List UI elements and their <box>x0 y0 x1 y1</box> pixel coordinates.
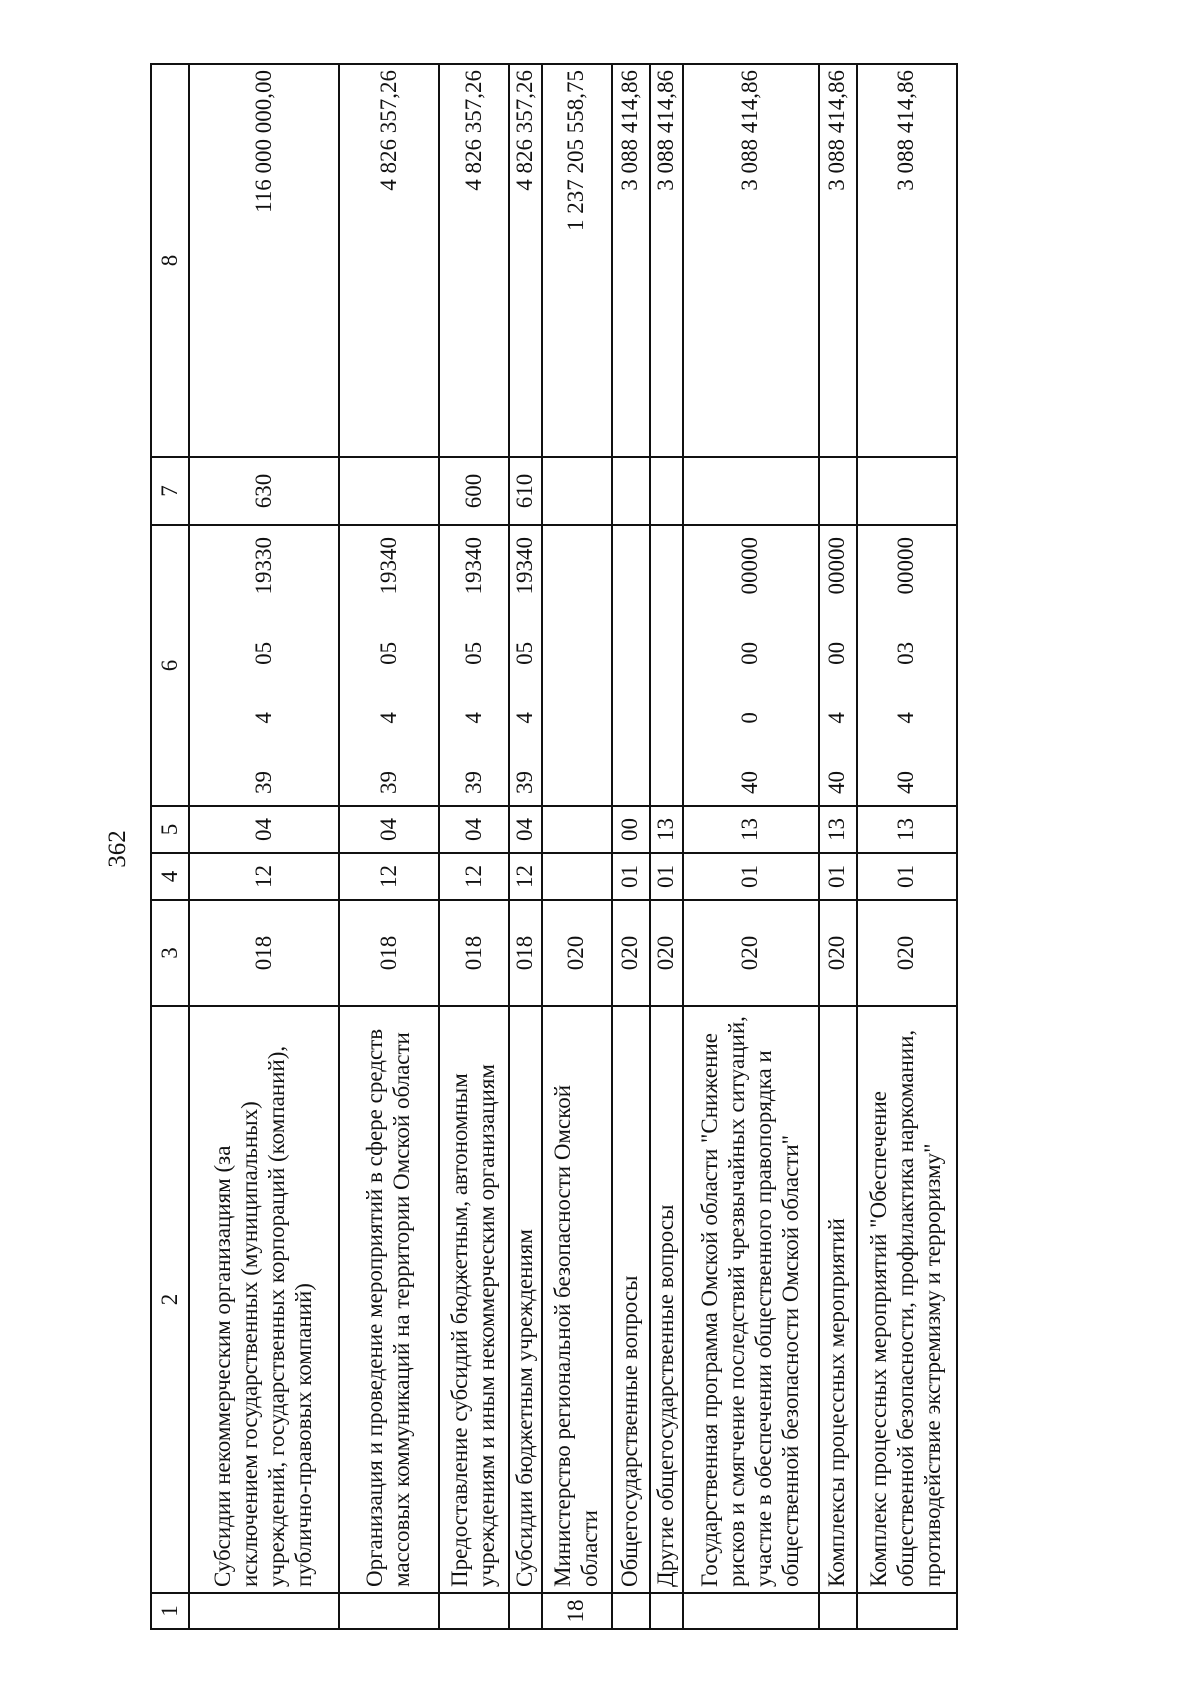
expense-type-cell <box>683 457 819 525</box>
ministry-code-cell: 020 <box>650 900 683 1006</box>
item-name-cell: Субсидии бюджетным учреждениям <box>509 1006 542 1593</box>
amount-cell: 116 000 000,00 <box>189 64 339 457</box>
code-part: 05 <box>512 641 537 665</box>
header-cell: 3 <box>151 900 189 1006</box>
amount-cell: 3 088 414,86 <box>612 64 650 457</box>
table-row <box>189 64 339 1629</box>
section-code-cell: 01 <box>819 853 857 900</box>
target-article-cell <box>819 525 857 806</box>
header-cell: 1 <box>151 1593 189 1629</box>
expense-type-cell <box>612 457 650 525</box>
target-article-cell <box>683 525 819 806</box>
table-row <box>612 64 650 1629</box>
table-row <box>339 64 439 1629</box>
header-row <box>151 64 189 1629</box>
target-article-code <box>512 531 539 800</box>
ministry-code-cell: 020 <box>612 900 650 1006</box>
ministry-code-cell: 018 <box>339 900 439 1006</box>
ministry-code-cell: 018 <box>509 900 542 1006</box>
expense-type-cell: 600 <box>439 457 509 525</box>
row-number-cell: 18 <box>542 1593 612 1629</box>
target-article-code <box>251 531 278 800</box>
item-name-cell: Общегосударственные вопросы <box>612 1006 650 1593</box>
ministry-code-cell: 020 <box>542 900 612 1006</box>
ministry-code-cell: 018 <box>189 900 339 1006</box>
table-row <box>509 64 542 1629</box>
ministry-code-cell: 018 <box>439 900 509 1006</box>
header-cell: 8 <box>151 64 189 457</box>
expense-type-cell <box>650 457 683 525</box>
target-article-code <box>824 531 851 800</box>
subsection-code-cell <box>542 806 612 853</box>
code-part: 19340 <box>460 537 486 595</box>
expense-type-cell: 610 <box>509 457 542 525</box>
section-code-cell: 12 <box>509 853 542 900</box>
item-name-cell: Министерство региональной безопасности Омской области <box>542 1006 612 1593</box>
amount-cell: 3 088 414,86 <box>650 64 683 457</box>
section-code-cell: 01 <box>683 853 819 900</box>
code-part: 39 <box>512 771 537 794</box>
row-number-cell <box>857 1593 957 1629</box>
subsection-code-cell: 13 <box>857 806 957 853</box>
target-article-cell <box>612 525 650 806</box>
section-code-cell: 01 <box>612 853 650 900</box>
subsection-code-cell: 04 <box>339 806 439 853</box>
expense-type-cell <box>339 457 439 525</box>
table-row <box>542 64 612 1629</box>
subsection-code-cell: 00 <box>612 806 650 853</box>
target-article-cell <box>650 525 683 806</box>
expense-type-cell <box>819 457 857 525</box>
code-part: 00000 <box>737 537 763 595</box>
amount-cell: 3 088 414,86 <box>683 64 819 457</box>
amount-cell: 1 237 205 558,75 <box>542 64 612 457</box>
header-cell: 2 <box>151 1006 189 1593</box>
target-article-cell <box>189 525 339 806</box>
table-row <box>819 64 857 1629</box>
ministry-code-cell: 020 <box>857 900 957 1006</box>
expense-type-cell <box>857 457 957 525</box>
row-number-cell <box>339 1593 439 1629</box>
table-row <box>650 64 683 1629</box>
row-number-cell <box>509 1593 542 1629</box>
item-name-cell: Организация и проведение мероприятий в сфере средств массовых коммуникаций на территории Омской области <box>339 1006 439 1593</box>
code-part: 19340 <box>512 537 537 595</box>
rotated-page-area <box>150 65 1060 1630</box>
section-code-cell: 12 <box>439 853 509 900</box>
row-number-cell <box>650 1593 683 1629</box>
item-name-cell: Комплекс процессных мероприятий "Обеспечение общественной безопасности, профилактика наркомании, противодействие экстремизму и терроризму" <box>857 1006 957 1593</box>
amount-cell: 4 826 357,26 <box>339 64 439 457</box>
item-name-cell: Субсидии некоммерческим организациям (за исключением государственных (муниципальных) учреждений, государственных корпораций (компаний), публично-правовых компаний) <box>189 1006 339 1593</box>
code-part: 39 <box>250 771 276 794</box>
target-article-code <box>376 531 403 800</box>
row-number-cell <box>683 1593 819 1629</box>
row-number-cell <box>612 1593 650 1629</box>
code-part: 4 <box>893 712 919 724</box>
section-code-cell: 01 <box>857 853 957 900</box>
item-name-cell: Предоставление субсидий бюджетным, автономным учреждениям и иным некоммерческим организациям <box>439 1006 509 1593</box>
code-part: 00000 <box>893 537 919 595</box>
table-row <box>683 64 819 1629</box>
item-name-cell: Государственная программа Омской области "Снижение рисков и смягчение последствий чрезвычайных ситуаций, участие в обеспечении общественного правопорядка и общественной безопасности Омской области" <box>683 1006 819 1593</box>
target-article-cell <box>857 525 957 806</box>
code-part: 39 <box>375 771 401 794</box>
target-article-code <box>461 531 488 800</box>
row-number-cell <box>189 1593 339 1629</box>
budget-table <box>150 63 958 1630</box>
row-number-cell <box>439 1593 509 1629</box>
header-cell: 4 <box>151 853 189 900</box>
code-part: 00000 <box>824 537 850 595</box>
amount-cell: 4 826 357,26 <box>509 64 542 457</box>
code-part: 00 <box>824 641 850 665</box>
header-cell: 6 <box>151 525 189 806</box>
code-part: 00 <box>737 641 763 665</box>
subsection-code-cell: 13 <box>650 806 683 853</box>
subsection-code-cell: 04 <box>439 806 509 853</box>
subsection-code-cell: 04 <box>509 806 542 853</box>
code-part: 4 <box>375 712 401 724</box>
code-part: 4 <box>250 712 276 724</box>
section-code-cell: 01 <box>650 853 683 900</box>
section-code-cell <box>542 853 612 900</box>
target-article-cell <box>439 525 509 806</box>
amount-cell: 3 088 414,86 <box>819 64 857 457</box>
code-part: 05 <box>250 641 276 665</box>
section-code-cell: 12 <box>339 853 439 900</box>
page-number: 362 <box>104 830 131 868</box>
subsection-code-cell: 04 <box>189 806 339 853</box>
ministry-code-cell: 020 <box>683 900 819 1006</box>
code-part: 05 <box>460 641 486 665</box>
row-number-cell <box>819 1593 857 1629</box>
target-article-cell <box>542 525 612 806</box>
table-row <box>857 64 957 1629</box>
header-cell: 5 <box>151 806 189 853</box>
code-part: 4 <box>824 712 850 724</box>
code-part: 19340 <box>375 537 401 595</box>
code-part: 40 <box>824 771 850 794</box>
target-article-cell <box>339 525 439 806</box>
table-row <box>439 64 509 1629</box>
code-part: 19330 <box>250 537 276 595</box>
target-article-code <box>893 531 920 800</box>
code-part: 40 <box>737 771 763 794</box>
code-part: 4 <box>460 712 486 724</box>
expense-type-cell: 630 <box>189 457 339 525</box>
expense-type-cell <box>542 457 612 525</box>
header-cell: 7 <box>151 457 189 525</box>
subsection-code-cell: 13 <box>819 806 857 853</box>
code-part: 4 <box>512 712 537 724</box>
code-part: 03 <box>893 641 919 665</box>
section-code-cell: 12 <box>189 853 339 900</box>
code-part: 05 <box>375 641 401 665</box>
code-part: 39 <box>460 771 486 794</box>
item-name-cell: Комплексы процессных мероприятий <box>819 1006 857 1593</box>
amount-cell: 4 826 357,26 <box>439 64 509 457</box>
item-name-cell: Другие общегосударственные вопросы <box>650 1006 683 1593</box>
amount-cell: 3 088 414,86 <box>857 64 957 457</box>
target-article-cell <box>509 525 542 806</box>
code-part: 0 <box>737 712 763 724</box>
code-part: 40 <box>893 771 919 794</box>
subsection-code-cell: 13 <box>683 806 819 853</box>
ministry-code-cell: 020 <box>819 900 857 1006</box>
target-article-code <box>737 531 764 800</box>
